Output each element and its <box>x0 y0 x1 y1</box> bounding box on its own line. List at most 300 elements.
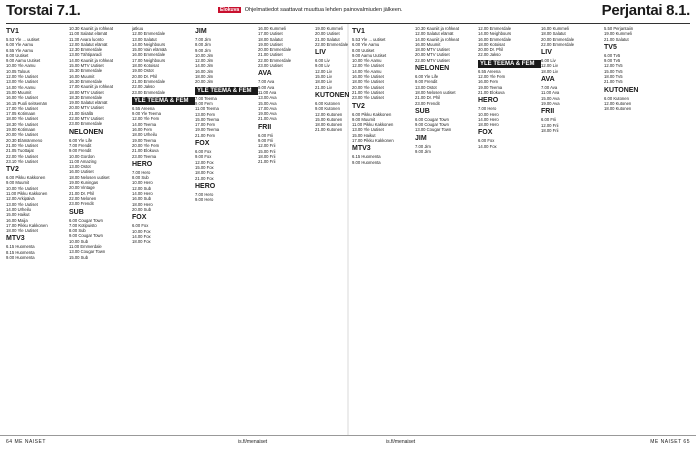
program-entry: 15.00 Frii <box>258 148 276 154</box>
program-entry: 20.00 Jim <box>195 79 214 85</box>
program-entry: 9.00 Aamu Uutiset <box>6 58 41 64</box>
program-entry: 15.00 Sub <box>69 254 89 260</box>
program-entry: 17.00 Neighbours <box>132 57 166 63</box>
program-entry: 12.00 Emmerdale <box>478 26 512 31</box>
program-entry: 6.00 Yle Life <box>69 137 93 143</box>
program-entry: 11.00 Pikku Kakkonen <box>352 122 394 128</box>
listing-column <box>195 26 258 434</box>
program-entry: 14.00 Fox <box>132 233 151 239</box>
program-entry: 15.00 Kutonen <box>315 116 343 122</box>
program-entry: 15.00 Teema <box>195 116 220 122</box>
program-entry: 18.00 MTV Uutiset <box>69 89 104 95</box>
program-entry: 18.00 Yle Uutiset <box>352 79 384 85</box>
channel-heading: HERO <box>478 97 499 105</box>
right-page-number: ME NAISET 65 <box>650 439 690 445</box>
listing-column <box>478 26 541 434</box>
program-entry: 14.00 Kauniit ja rohkeat <box>69 57 113 63</box>
program-entry: 10.00 Hero <box>132 180 153 186</box>
program-entry: 12.00 Salatut elämät <box>69 41 108 47</box>
listing-column <box>132 26 195 434</box>
program-entry: 21.00 Sisällä <box>69 110 93 116</box>
program-entry: 10.05 Talous <box>6 68 30 74</box>
listing-column <box>604 26 667 434</box>
program-entry: 17.00 Kauniit ja rohkeat <box>69 84 113 90</box>
program-entry: 9.00 Frendit <box>69 148 92 154</box>
channel-heading: SUB <box>69 208 84 216</box>
program-entry: 21.00 Tv5 <box>604 79 623 85</box>
program-entry: 16.00 Yle Uutiset <box>6 95 38 101</box>
program-entry: 12.00 Arkipäivä <box>6 196 35 202</box>
listing-column <box>415 26 478 434</box>
channel-heading: YLE TEEMA & FEM <box>132 97 195 105</box>
program-entry: 21.00 Elokuva <box>478 89 505 95</box>
channel-heading: HERO <box>195 182 216 190</box>
program-entry: 22.00 Jakso <box>132 84 155 90</box>
program-entry: 12.30 Emmerdale <box>69 47 103 53</box>
program-entry: 9.00 Tv5 <box>604 58 621 64</box>
program-entry: 18.00 Hero <box>478 122 499 128</box>
program-entry: 12.00 Yle Uutiset <box>6 74 38 80</box>
program-entry: 14.00 Teema <box>132 121 157 127</box>
program-entry: 12.00 Tv5 <box>604 63 623 69</box>
program-entry: 15.00 Ava <box>541 95 560 101</box>
program-entry: 21.00 Dr. Phil <box>69 190 95 196</box>
program-entry: 23.00 Frendit <box>415 100 440 106</box>
program-entry: 21.00 Yle Uutiset <box>352 89 384 95</box>
program-entry: 9.00 Muumit <box>6 180 30 186</box>
program-entry: 10.00 Yle Aamu <box>6 63 36 69</box>
program-entry: 12.00 Salatut elämät <box>415 31 454 37</box>
program-entry: 16.00 Muumit <box>69 73 95 79</box>
program-entry: 7.00 Teema <box>195 95 217 101</box>
program-entry: 9.00 Jim <box>415 149 431 155</box>
program-entry: 21.05 Tuottajat <box>6 148 34 154</box>
program-entry: 9.00 Huomenta <box>6 254 35 260</box>
program-entry: 20.00 Emmerdale <box>541 36 575 42</box>
program-entry: 10.30 Kauniit ja rohkeat <box>69 26 113 31</box>
program-entry: 18.00 Salatut <box>541 31 566 37</box>
program-entry: 8.15 Huomenta <box>6 249 35 255</box>
program-entry: 19.00 Ava <box>258 111 277 117</box>
program-entry: 23.00 Uutiset <box>258 63 283 69</box>
program-entry: 14.00 Yle Aamu <box>352 68 382 74</box>
program-entry: 8.00 Sub <box>69 228 86 234</box>
program-entry: 23.10 Yle Uutiset <box>6 158 38 164</box>
program-entry: 13.00 Yle Uutiset <box>6 201 38 207</box>
film-badge: Elokuva <box>220 7 240 13</box>
program-entry: 7.00 Hero <box>132 169 151 175</box>
program-entry: 15.00 Tv5 <box>604 68 623 74</box>
program-entry: 22.00 Jakso <box>478 52 501 58</box>
program-entry: 6.55 Yle Aamu <box>6 47 34 53</box>
program-entry: 9.00 Ava <box>258 84 275 90</box>
program-entry: 16.00 Muumit <box>415 41 441 47</box>
program-entry: 15.00 Haikut <box>6 212 30 218</box>
program-entry: 6.00 Kutonen <box>315 100 340 106</box>
channel-heading: YLE TEEMA & FEM <box>195 87 258 95</box>
channel-heading: NELONEN <box>69 128 104 136</box>
program-entry: 16.00 Yle Uutiset <box>352 74 384 80</box>
program-entry: 9.00 Cougar Town <box>69 233 103 239</box>
program-entry: 9.00 Hero <box>195 197 214 203</box>
program-entry: 18.00 Frii <box>258 153 276 159</box>
program-entry: 11.00 Emmerdale <box>69 243 102 249</box>
program-entry: 13.00 Fem <box>195 111 216 117</box>
program-entry: 6.00 Liv <box>315 58 330 64</box>
program-entry: 13.00 Yle Uutiset <box>6 79 38 85</box>
program-entry: 7.00 Frendit <box>69 142 92 148</box>
program-entry: 19.00 Kummeli <box>315 26 343 31</box>
program-entry: 11.00 Ava <box>258 89 277 95</box>
program-entry: 6.15 Huomenta <box>6 244 35 250</box>
right-site-url: is.fi/menaiset <box>386 439 416 445</box>
program-entry: 16.00 Emmerdale <box>132 52 166 58</box>
program-entry: 13.00 Cougar Town <box>415 127 452 133</box>
program-entry: 13.00 Ostot <box>415 84 437 90</box>
program-entry: 10.30 Kauniit ja rohkeat <box>415 26 459 31</box>
disclaimer-text: Ohjelmatiedot saattavat muuttua lehden painovalmiuden jälkeen. <box>244 7 403 13</box>
program-entry: 21.00 Ava <box>258 116 277 122</box>
program-entry: 12.00 Jim <box>195 58 214 64</box>
program-entry: 22.00 Emmerdale <box>258 57 292 63</box>
program-entry: 6.00 Tv5 <box>604 52 621 58</box>
program-entry: 19.00 Ostot <box>132 68 154 74</box>
program-entry: 17.05 Kotimaan <box>6 111 36 117</box>
program-entry: 13.00 Yle Uutiset <box>352 127 384 133</box>
program-entry: 18.00 Yle Uutiset <box>6 116 38 122</box>
channel-heading: MTV3 <box>6 235 25 243</box>
program-entry: 6.00 Cougar Town <box>69 217 103 223</box>
program-entry: 13.00 Cougar Town <box>69 249 106 255</box>
program-entry: 17.00 Pikku Kakkonen <box>352 138 394 144</box>
channel-heading: TV2 <box>352 102 365 110</box>
channel-heading: FRII <box>258 123 272 131</box>
program-entry: 18.00 Hero <box>132 201 153 207</box>
program-entry: 22.00 Nelonen <box>69 195 97 201</box>
program-entry: 11.00 Pikku Kakkonen <box>6 191 48 197</box>
program-entry: 6.00 Fox <box>195 149 212 155</box>
program-entry: 21.00 Fox <box>195 175 214 181</box>
program-entry: 7.00 Ava <box>258 79 275 85</box>
program-entry: 19.00 Teema <box>195 127 220 133</box>
left-day-title: Torstai 7.1. <box>6 2 81 19</box>
program-entry: jatkuu <box>132 26 144 31</box>
program-entry: 16.00 Jim <box>195 68 214 74</box>
program-entry: 18.00 Salatut <box>258 36 283 42</box>
channel-heading: JIM <box>195 28 207 35</box>
program-entry: 9.00 Fox <box>195 154 212 160</box>
channel-heading: TV5 <box>604 43 617 51</box>
program-entry: 7.00 Kotipuisto <box>69 222 97 228</box>
program-entry: 13.00 Tähtiparadi <box>69 52 102 58</box>
program-entry: 10.00 Gordon <box>69 153 95 159</box>
program-entry: 6.00 Frii <box>541 117 557 123</box>
program-entry: 5.50 Perjantaiin <box>604 26 634 31</box>
program-entry: 18.00 Yle Uutiset <box>6 228 38 234</box>
program-entry: 18.00 Kotoisat <box>478 41 505 47</box>
program-entry: 16.15 Puoli seitsemän <box>6 100 48 106</box>
program-entry: 12.00 Emmerdale <box>132 31 166 37</box>
program-entry: 21.00 Kutonen <box>315 127 343 133</box>
program-entry: 15.00 Liv <box>315 74 332 80</box>
program-entry: 19.00 Kummeli <box>604 31 632 37</box>
program-entry: 5.53 Yle ... uutiset <box>352 37 386 42</box>
program-entry: 22.00 Emmerdale <box>541 41 575 47</box>
program-entry: 21.00 Frii <box>258 159 276 165</box>
channel-heading: MTV3 <box>352 145 371 153</box>
left-site-url: is.fi/menaiset <box>238 439 268 445</box>
program-entry: 6.00 Kutonen <box>604 95 629 101</box>
page-header <box>0 0 696 24</box>
program-entry: 16.00 Sub <box>132 196 152 202</box>
program-entry: 10.00 Hero <box>478 111 499 117</box>
program-entry: 20.00 Dr. Phil <box>478 47 504 53</box>
program-entry: 12.00 Yle Fem <box>132 116 160 122</box>
program-entry: 14.00 Urheilu <box>6 206 31 212</box>
channel-heading: LIV <box>315 49 326 57</box>
channel-heading: HERO <box>132 160 153 168</box>
program-entry: 18.00 Kutonen <box>604 106 632 112</box>
program-entry: 19.00 Uutiset <box>258 41 283 47</box>
program-entry: 10.00 Jim <box>195 52 214 58</box>
page-footer <box>0 435 696 450</box>
program-entry: 12.00 Frii <box>541 122 559 128</box>
channel-heading: LIV <box>541 49 552 57</box>
listing-column <box>258 26 321 434</box>
program-entry: 14.00 Kauniit ja rohkeat <box>415 36 459 42</box>
program-entry: 18.00 Tv5 <box>604 74 623 80</box>
program-entry: 16.00 Fem <box>478 79 499 85</box>
program-entry: 18.00 Frii <box>541 127 559 133</box>
program-entry: 9.00 Huomenta <box>352 159 381 165</box>
program-entry: 18.00 Fox <box>132 239 151 245</box>
program-entry: 10.00 Yle Aamu <box>352 58 382 64</box>
program-entry: 23.00 Teema <box>132 153 157 159</box>
program-entry: 12.00 Kutonen <box>604 100 632 106</box>
program-entry: 18.30 Emmerdale <box>69 94 103 100</box>
program-entry: 6.00 Yle Life <box>415 74 439 80</box>
program-entry: 11.30 Avara luonto <box>69 36 104 42</box>
channel-heading: SUB <box>415 107 430 115</box>
program-entry: 7.00 Jim <box>415 143 431 149</box>
program-entry: 21.00 Uutiset <box>258 52 283 58</box>
program-entry: 22.00 MTV Uutiset <box>69 116 104 122</box>
program-entry: 23.00 Emmerdale <box>132 89 166 95</box>
left-page-number: 64 ME NAISET <box>6 439 46 445</box>
program-entry: 16.00 Emmerdale <box>478 36 512 42</box>
program-entry: 11.00 Salatut elämät <box>69 31 108 37</box>
program-entry: 17.00 Pikku Kakkonen <box>6 222 48 228</box>
channel-heading: KUTONEN <box>604 86 639 94</box>
program-entry: 10.00 Fox <box>132 228 151 234</box>
program-entry: 12.00 Kutonen <box>315 111 343 117</box>
program-entry: 12.00 Yle Fem <box>478 74 506 80</box>
program-entry: 21.00 Fem <box>195 132 216 138</box>
program-entry: 11.00 Amazing <box>69 158 97 164</box>
program-entry: 15.00 Muumit <box>6 89 32 95</box>
program-entry: 14.00 Hero <box>478 116 499 122</box>
program-entry: 18.00 Jim <box>195 74 214 80</box>
program-entry: 15.00 Ava <box>258 100 277 106</box>
program-entry: 21.00 Yle Uutiset <box>6 142 38 148</box>
program-entry: 12.00 Yle Uutiset <box>352 63 384 69</box>
channel-heading: NELONEN <box>415 65 450 73</box>
program-entry: 20.00 Yle Uutiset <box>6 132 38 138</box>
program-entry: 20.00 MTV Uutiset <box>415 52 450 58</box>
program-entry: 17.00 Yle Uutiset <box>6 105 38 111</box>
program-entry: 21.00 Salatut <box>604 36 629 42</box>
program-entry: 22.00 Emmerdale <box>315 41 349 47</box>
program-entry: 18.00 Nelosen uutiset <box>69 174 110 180</box>
channel-heading: FOX <box>132 214 147 222</box>
program-entry: 9.00 Yle Teema <box>132 111 161 117</box>
listing-column <box>69 26 132 434</box>
channel-heading: FOX <box>195 140 210 148</box>
program-entry: 9.00 Frii <box>258 138 274 144</box>
program-entry: 23.00 Emmerdale <box>69 121 103 127</box>
program-entry: 20.00 Sub <box>132 206 152 212</box>
program-entry: 7.00 Ava <box>541 85 558 91</box>
program-entry: 20.00 MTV Uutiset <box>69 105 104 111</box>
program-entry: 14.00 Neighbours <box>132 41 166 47</box>
program-entry: 20.00 Emmerdale <box>258 47 292 53</box>
program-entry: 18.30 Yle Uutiset <box>6 121 38 127</box>
program-entry: 9.00 Cougar Town <box>415 122 449 128</box>
channel-heading: FOX <box>478 129 493 137</box>
program-entry: 15.00 Fox <box>195 164 214 170</box>
channel-heading: AVA <box>541 76 555 84</box>
program-entry: 23.00 Frendit <box>69 201 94 207</box>
program-entry: 13.00 Ava <box>258 95 277 101</box>
program-entry: 20.00 Dr. Phil <box>132 73 158 79</box>
program-entry: 16.00 Maija <box>6 217 28 223</box>
program-entry: 18.00 MTV Uutiset <box>415 47 450 53</box>
program-entry: 18.00 Kutonen <box>315 122 343 128</box>
program-entry: 9.00 Muumit <box>352 116 376 122</box>
program-entry: 18.00 Liv <box>315 79 332 85</box>
program-entry: 21.00 Salatut <box>315 36 340 42</box>
program-entry: 17.00 Ava <box>258 105 277 111</box>
channel-heading: TV2 <box>6 166 19 174</box>
program-entry: 15.00 MTV Uutiset <box>69 63 104 69</box>
channel-heading: FRII <box>541 108 555 116</box>
program-entry: 16.00 Fem <box>132 127 153 133</box>
program-entry: 6.00 Yle Aamu <box>6 42 34 48</box>
program-entry: 22.00 MTV Uutiset <box>415 57 450 63</box>
program-entry: 19.00 Salatut elämät <box>69 100 108 106</box>
header-note <box>218 7 403 13</box>
program-entry: 9.00 Liv <box>315 63 330 69</box>
program-entry: 20.30 Elämänmeno <box>6 137 43 143</box>
program-entry: 10.00 Yle Uutiset <box>6 185 38 191</box>
program-entry: 16.00 Kummeli <box>541 26 569 31</box>
program-entry: 12.00 Liv <box>315 68 332 74</box>
program-entry: 9.00 Fem <box>195 100 213 106</box>
program-entry: 21.00 Liv <box>315 84 332 90</box>
program-entry: 14.00 Yle Aamu <box>6 84 36 90</box>
program-entry: 6.00 Pikku Kakkonen <box>352 111 392 117</box>
program-entry: 23.00 Yle Uutiset <box>352 95 384 101</box>
program-entry: 18.00 Liv <box>541 68 558 74</box>
program-entry: 20.00 Yle Uutiset <box>352 84 384 90</box>
program-entry: 12.00 Liv <box>541 63 558 69</box>
program-entry: 14.00 Jim <box>195 63 214 69</box>
program-entry: 18.00 Nelosen uutiset <box>415 89 456 95</box>
program-entry: 8.00 Uutiset <box>6 52 29 58</box>
program-entry: 8.00 Jim <box>195 42 211 48</box>
program-entry: 7.00 Hero <box>195 191 214 197</box>
program-entry: 15.30 Emmerdale <box>69 68 103 74</box>
program-entry: 12.00 Frii <box>258 143 276 149</box>
program-entry: 6.00 Frii <box>258 132 274 138</box>
program-entry: 21.00 Elokuva <box>132 148 159 154</box>
channel-heading: TV1 <box>352 28 365 35</box>
program-entry: 6.00 Fox <box>478 138 495 144</box>
program-entry: 20.00 Yle Fem <box>132 142 160 148</box>
program-entry: 12.00 Sub <box>132 185 152 191</box>
channel-heading: KUTONEN <box>315 91 350 99</box>
program-entry: 6.00 Cougar Town <box>415 116 449 122</box>
channel-heading: AVA <box>258 70 272 78</box>
program-entry: 19.00 Kuningas <box>69 180 99 186</box>
program-entry: 21.00 Dr. Phil <box>415 95 441 101</box>
program-entry: 15.00 Vain elämää <box>132 47 167 53</box>
program-entry: 20.00 Uutiset <box>315 31 340 37</box>
program-entry: 10.00 Sub <box>69 238 89 244</box>
program-entry: 21.00 Emmerdale <box>132 78 166 84</box>
listing-column <box>541 26 604 434</box>
program-entry: 19.00 Ava <box>541 100 560 106</box>
program-entry: 16.00 Kummeli <box>258 26 286 31</box>
program-entry: 18.00 Fox <box>195 170 214 176</box>
program-entry: 6.00 Liv <box>541 58 556 64</box>
program-entry: 22.00 Yle Uutiset <box>6 153 38 159</box>
program-entry: 14.00 Neighbours <box>478 31 512 37</box>
program-entry: 19.00 Kotimaan <box>6 127 36 133</box>
channel-heading: TV1 <box>6 28 19 35</box>
program-entry: 18.00 Urheilu <box>132 132 157 138</box>
program-entry: 17.00 Uutiset <box>258 31 283 37</box>
listing-column <box>6 26 69 434</box>
program-entry: 7.00 Hero <box>478 106 497 112</box>
channel-heading: JIM <box>415 134 427 142</box>
program-entry: 11.00 Ava <box>541 90 560 96</box>
program-entry: 9.00 Frendit <box>415 79 438 85</box>
program-entry: 20.00 Vintage <box>69 185 95 191</box>
program-entry: 6.15 Huomenta <box>352 154 381 160</box>
program-entry: 19.00 Teema <box>478 84 503 90</box>
program-entry: 11.00 Teema <box>195 106 219 112</box>
program-entry: 18.00 Kotoisat <box>132 63 159 69</box>
program-entry: 5.53 Yle ... uutiset <box>6 37 40 42</box>
right-day-title: Perjantai 8.1. <box>601 2 690 19</box>
program-entry: 12.00 Fox <box>195 159 214 165</box>
program-entry: 9.00 Kutonen <box>315 106 340 112</box>
program-entry: 17.00 Fem <box>195 122 216 128</box>
program-entry: 6.55 Areena <box>132 105 155 111</box>
program-entry: 16.30 Emmerdale <box>69 78 103 84</box>
program-entry: 8.00 Sub <box>132 175 149 181</box>
channel-heading: YLE TEEMA & FEM <box>478 60 541 68</box>
listing-column <box>352 26 415 434</box>
program-entry: 13.00 Salatut <box>132 36 157 42</box>
program-entry: 14.00 Fox <box>478 143 497 149</box>
program-entry: 6.55 Areena <box>478 68 501 74</box>
program-entry: 7.00 Jim <box>195 37 211 42</box>
program-entry: 6.00 Fox <box>132 223 149 229</box>
program-entry: 8.00 Uutiset <box>352 47 375 53</box>
program-entry: 6.00 Pikku Kakkonen <box>6 175 46 181</box>
